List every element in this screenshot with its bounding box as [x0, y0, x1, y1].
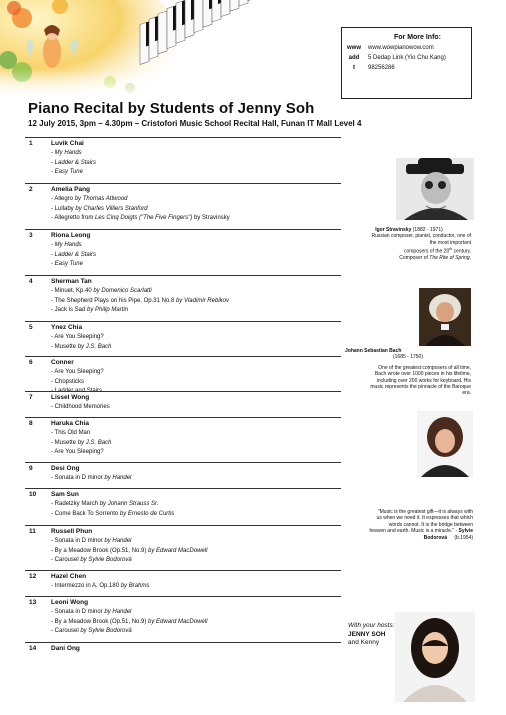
piece-item: - Sonata in D minor by Handel: [51, 475, 132, 481]
performer-name: Riona Leong: [51, 232, 91, 239]
performer-number: 3: [29, 232, 33, 239]
performer-entry: [25, 229, 341, 275]
performer-name: Desi Ong: [51, 465, 80, 472]
performer-name: Lissel Wong: [51, 394, 90, 401]
bach-line2: Bach wrote over 1000 pieces in his lifetime,: [374, 371, 471, 378]
piano-banner-art: [0, 0, 340, 100]
stravinsky-line1: Russian composer, pianist, conductor, one of: [371, 233, 471, 240]
performer-number: 7: [29, 394, 33, 401]
piece-item: - The Shepherd Plays on his Pipe, Op.31 No.8 by Vladimir Rebikov: [51, 297, 229, 304]
performer-list: [25, 137, 341, 656]
performer-number: 4: [29, 278, 33, 285]
performer-entry: [25, 391, 341, 417]
performer-number: 12: [29, 573, 37, 580]
performer-entry: [25, 570, 341, 596]
piece-item: - Radetzky March by Johann Strauss Sr.: [51, 501, 159, 507]
piece-list: [51, 582, 149, 592]
piece-list: [51, 333, 111, 352]
piece-item: - Are You Sleeping?: [51, 334, 104, 340]
bach-line1: One of the greatest composers of all time,: [378, 364, 471, 371]
info-row-phone: [342, 65, 471, 72]
jenny-soh-photo: [395, 612, 475, 702]
performer-entry: [25, 596, 341, 642]
piece-item: - Minuet, Kp.40 by Domenico Scarlatti: [51, 288, 152, 294]
performer-entry: [25, 356, 341, 394]
performer-name: Conner: [51, 359, 74, 366]
performer-name: Haruka Chia: [51, 420, 89, 427]
performer-number: 2: [29, 186, 33, 193]
bodorova-portrait: [417, 411, 473, 477]
info-key-phone: t: [353, 65, 355, 71]
piece-item: - Musette by J.S. Bach: [51, 439, 112, 446]
bach-name: Johann Sebastian Bach: [345, 348, 402, 354]
piece-item: - Sonata in D minor by Handel: [51, 538, 132, 544]
piece-item: - Sonata in D minor by Handel: [51, 609, 132, 615]
piece-list: [51, 537, 207, 566]
piece-item: - Intermezzo in A, Op.180 by Brahms: [51, 583, 150, 589]
bach-portrait: [419, 288, 471, 346]
stravinsky-dates: (1882 - 1971): [412, 227, 443, 233]
white-key: [158, 11, 167, 54]
piece-item: - Jack is Sad by Philip Martin: [51, 307, 129, 313]
piece-item: - Come Back To Sorrento by Ernesto de Curtis: [51, 510, 175, 517]
event-details: 12 July 2015, 3pm – 4.30pm – Cristofori Music School Recital Hall, Funan IT Mall Level 4: [28, 119, 362, 128]
bodorova-line3: words cannot. It is the bridge between: [388, 521, 473, 528]
piece-item: - Carousel by Sylvie Bodorová: [51, 557, 132, 563]
piece-item: - Musette by J.S. Bach: [51, 343, 112, 350]
piece-item: - Chopsticks: [51, 378, 85, 385]
performer-entry: [25, 137, 341, 183]
piece-item: - This Old Man: [51, 430, 91, 436]
bach-line4: music represents the pinnacle of the Baroque: [370, 384, 471, 391]
piece-list: [51, 149, 96, 178]
bach-line5: era.: [462, 390, 471, 397]
performer-name: Dani Ong: [51, 645, 80, 652]
piece-list: [51, 608, 207, 637]
piece-list: [51, 195, 230, 224]
stravinsky-portrait: [396, 158, 474, 220]
piece-list: [51, 429, 111, 458]
stravinsky-caption: [347, 227, 471, 262]
performer-number: 8: [29, 420, 33, 427]
performer-number: 9: [29, 465, 33, 472]
info-header: For More Info:: [393, 34, 442, 41]
performer-number: 6: [29, 359, 33, 366]
performer-name: Amelia Pang: [51, 186, 91, 193]
piece-item: - Ladder and Stairs: [51, 388, 103, 394]
bodorova-line2: us when we need it. It expresses that which: [376, 515, 473, 522]
bach-caption: [345, 348, 471, 397]
bach-dates: (1685 - 1750): [392, 354, 424, 361]
piece-item: - Childhood Memories: [51, 404, 110, 410]
info-row-web: [342, 45, 471, 52]
bodorova-quote: [345, 509, 473, 541]
piece-item: - Lullaby by Charles Villiers Stanford: [51, 205, 148, 212]
piece-item: - Ladder & Stairs: [51, 159, 97, 166]
performer-entry: [25, 642, 341, 656]
performer-number: 10: [29, 491, 37, 498]
piece-item: - Are You Sleeping?: [51, 369, 104, 375]
contact-info-box: [341, 27, 472, 99]
host-cohost: and Kenny: [348, 639, 380, 646]
info-website[interactable]: www.wowpianowow.com: [368, 45, 434, 51]
stravinsky-line4: Composer of The Rite of Spring.: [399, 255, 471, 262]
stravinsky-name: Igor Stravinsky: [375, 227, 412, 233]
bach-line3: including over 200 works for keyboard. His: [376, 377, 471, 384]
performer-entry: [25, 417, 341, 462]
hosts-block: [348, 622, 395, 648]
performer-name: Sam Sun: [51, 491, 79, 498]
host-name: JENNY SOH: [348, 630, 386, 638]
bodorova-line1: "Music is the greatest gift—it is always with: [377, 509, 473, 515]
performer-entry: [25, 183, 341, 229]
performer-name: Luvik Chai: [51, 140, 84, 147]
piece-item: - Are You Sleeping?: [51, 449, 104, 455]
performer-number: 5: [29, 324, 33, 331]
performer-entry: [25, 488, 341, 525]
performer-name: Hazel Chen: [51, 573, 87, 580]
piece-list: [51, 403, 110, 413]
piece-item: - Ladder & Stairs: [51, 251, 97, 258]
info-row-address: [342, 55, 471, 62]
piece-list: [51, 500, 174, 519]
bodorova-line4: heaven and earth. Music is a miracle." - Sylvie: [369, 528, 473, 535]
performer-number: 14: [29, 645, 37, 652]
performer-name: Russell Phun: [51, 528, 93, 535]
performer-name: Sherman Tan: [51, 278, 92, 285]
performer-name: Ynez Chia: [51, 324, 83, 331]
info-key-address: add: [348, 55, 360, 61]
piece-item: - By a Meadow Brook (Op.51, No.9) by Edward MacDowell: [51, 618, 208, 625]
piece-item: - My Hands: [51, 150, 82, 156]
piece-item: - Easy Tune: [51, 169, 83, 175]
piece-item: - Easy Tune: [51, 261, 83, 267]
stravinsky-line2: the most important: [429, 239, 471, 246]
white-key: [194, 0, 203, 33]
performer-name: Leoni Wong: [51, 599, 89, 606]
piece-item: - Carousel by Sylvie Bodorová: [51, 628, 132, 634]
performer-entry: [25, 462, 341, 488]
piece-list: [51, 241, 96, 270]
hosts-intro: With your hosts:: [348, 622, 395, 629]
performer-number: 13: [29, 599, 37, 606]
performer-number: 11: [29, 528, 36, 535]
performer-entry: [25, 275, 341, 321]
stravinsky-line3: composers of the 20th century.: [403, 247, 471, 255]
bodorova-line5: Bodorová (b.1954): [423, 534, 473, 541]
performer-number: 1: [29, 140, 33, 147]
white-key: [221, 0, 230, 17]
piece-item: - By a Meadow Brook (Op.51, No.9) by Edward MacDowell: [51, 547, 208, 554]
info-address: 5 Dedap Link (Yio Chu Kang): [368, 55, 446, 61]
page-title: Piano Recital by Students of Jenny Soh: [28, 100, 315, 117]
piece-item: - Allegro by Thomas Attwood: [51, 196, 128, 202]
info-key-web: www: [346, 45, 361, 51]
piece-list: [51, 474, 131, 484]
info-phone: 98256286: [368, 65, 395, 71]
piece-list: [51, 287, 229, 316]
performer-entry: [25, 321, 341, 356]
performer-entry: [25, 525, 341, 570]
piece-item: - My Hands: [51, 242, 82, 248]
piece-item: - Allegretto from Les Cinq Doigts ("The Five Fingers") by Stravinsky: [51, 215, 230, 221]
